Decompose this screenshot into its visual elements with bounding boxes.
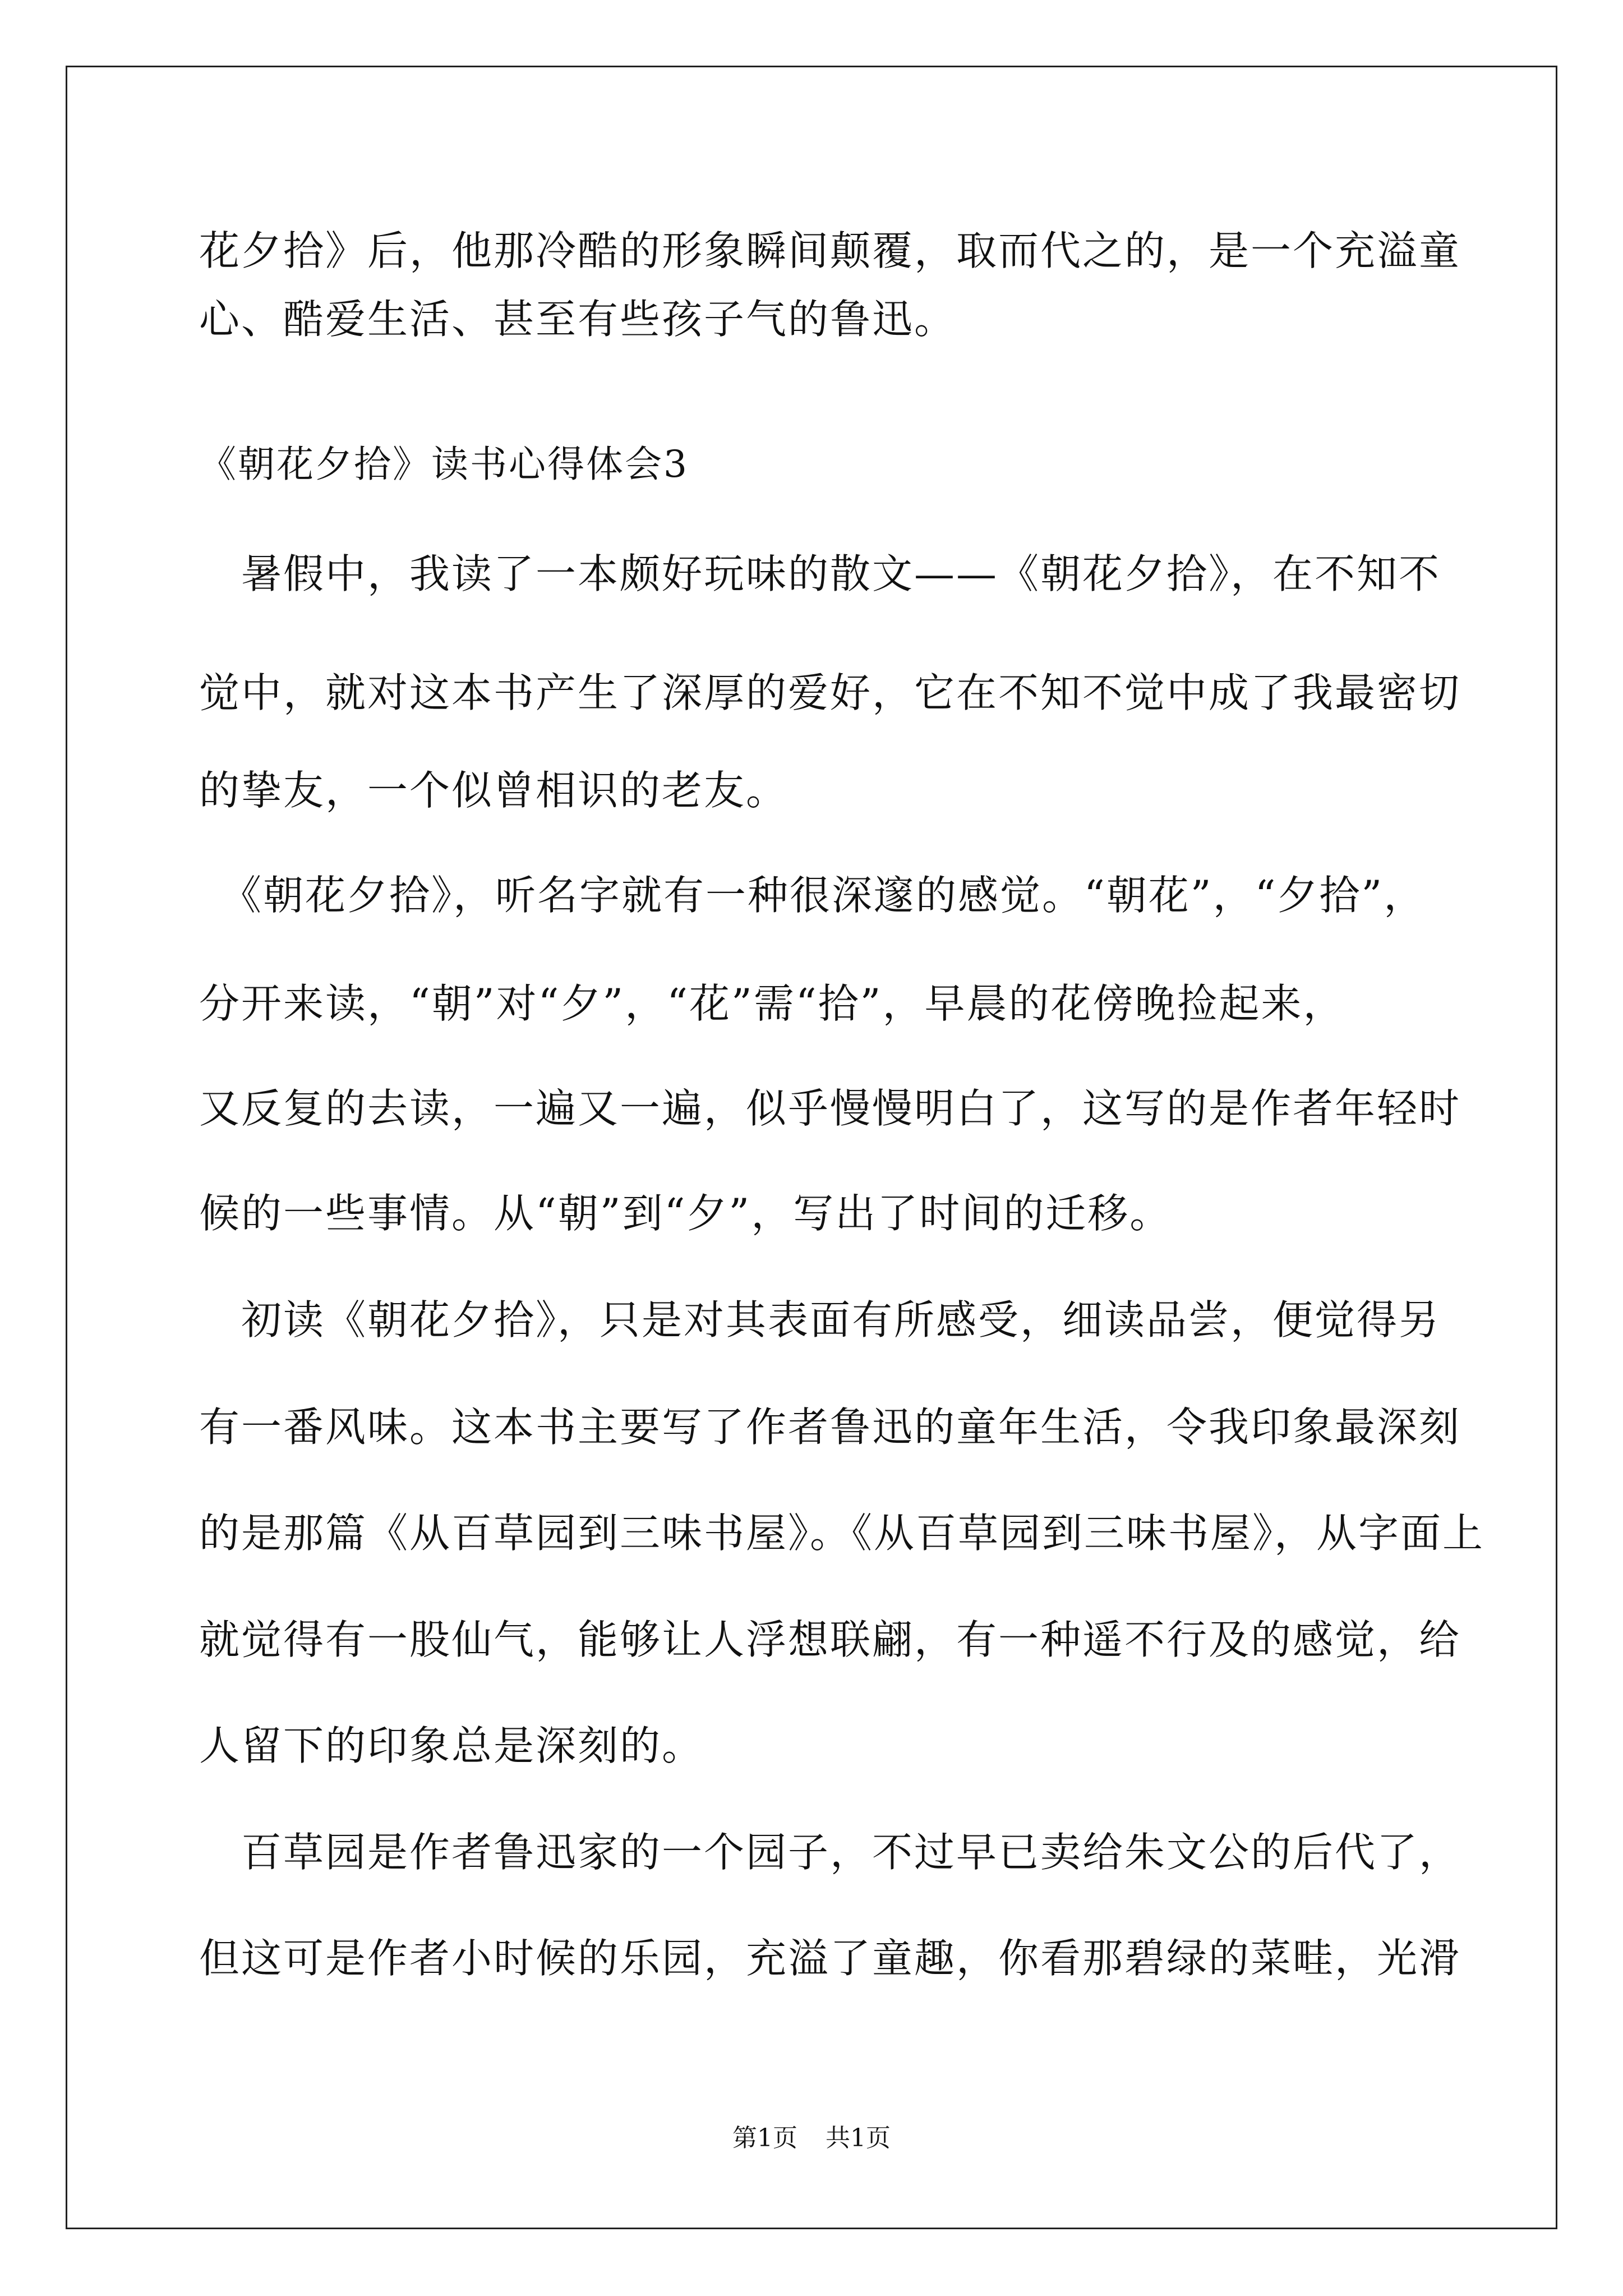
page-frame [66,66,1557,2229]
text-line: 百草园是作者鲁迅家的一个园子，不过早已卖给朱文公的后代了， [199,1829,1461,1876]
text-line: 觉中，就对这本书产生了深厚的爱好，它在不知不觉中成了我最密切 [199,669,1461,716]
text-line: 暑假中，我读了一本颇好玩味的散文——《朝花夕拾》，在不知不 [199,550,1441,597]
text-line: 的挚友，一个似曾相识的老友。 [199,767,789,814]
text-line: 花夕拾》后，他那冷酷的形象瞬间颠覆，取而代之的，是一个充溢童 [199,227,1461,274]
text-line: 的是那篇《从百草园到三味书屋》。《从百草园到三味书屋》，从字面上 [199,1510,1485,1557]
text-line: 人留下的印象总是深刻的。 [199,1722,704,1769]
text-line: 初读《朝花夕拾》，只是对其表面有所感受，细读品尝，便觉得另 [199,1296,1441,1343]
text-line: 又反复的去读，一遍又一遍，似乎慢慢明白了，这写的是作者年轻时 [199,1085,1461,1132]
text-line: 有一番风味。这本书主要写了作者鲁迅的童年生活，令我印象最深刻 [199,1404,1461,1451]
page-number: 第1页 [732,2124,797,2152]
page-footer [0,2126,1623,2151]
text-line: 但这可是作者小时候的乐园，充溢了童趣，你看那碧绿的菜畦，光滑 [199,1935,1461,1982]
text-line: 《朝花夕拾》，听名字就有一种很深邃的感觉。“朝花”，“夕拾”， [199,872,1426,919]
text-line: 心、酷爱生活、甚至有些孩子气的鲁迅。 [199,296,957,343]
section-heading: 《朝花夕拾》读书心得体会3 [199,443,689,486]
page-total: 共1页 [826,2124,891,2152]
text-line: 分开来读，“朝”对“夕”，“花”需“拾”，早晨的花傍晚捡起来， [199,980,1345,1027]
text-line: 就觉得有一股仙气，能够让人浮想联翩，有一种遥不行及的感觉，给 [199,1616,1461,1663]
text-line: 候的一些事情。从“朝”到“夕”，写出了时间的迁移。 [199,1190,1172,1237]
